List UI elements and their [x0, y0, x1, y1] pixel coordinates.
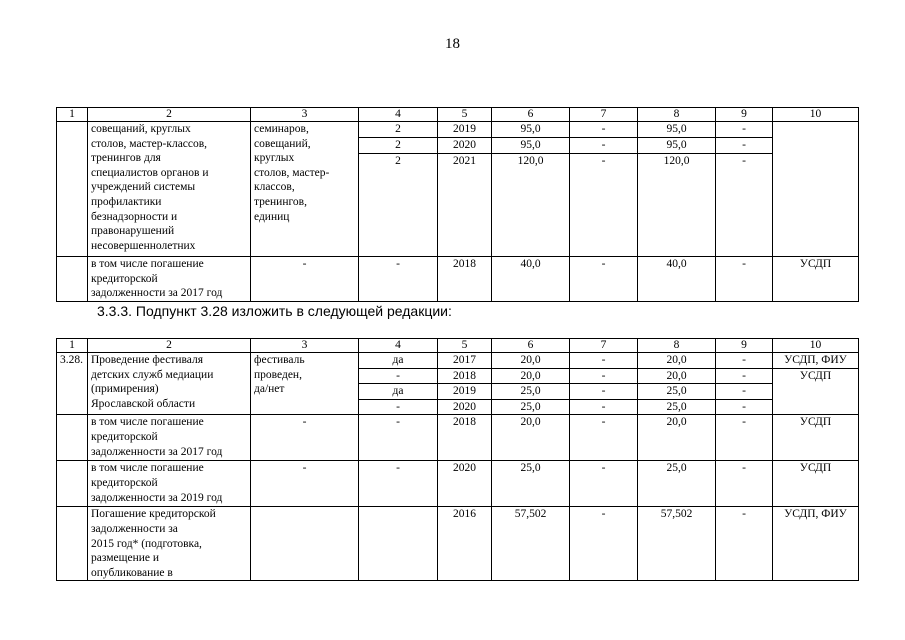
col-header: 6 [492, 339, 570, 353]
cell: 25,0 [638, 399, 716, 415]
cell: 2020 [438, 461, 492, 507]
cell: - [570, 399, 638, 415]
event-description: в том числе погашение кредиторской задолженности за 2017 год [88, 415, 251, 461]
cell: 95,0 [638, 138, 716, 154]
col-header: 5 [438, 108, 492, 122]
cell: - [359, 415, 438, 461]
event-description: Проведение фестиваля детских служб медиации (примирения) Ярославской области [88, 353, 251, 415]
event-description: в том числе погашение кредиторской задолженности за 2019 год [88, 461, 251, 507]
cell: 2018 [438, 257, 492, 302]
cell [359, 507, 438, 581]
responsible-cell: УСДП [773, 368, 859, 415]
event-description: в том числе погашение кредиторской задолженности за 2017 год [88, 257, 251, 302]
column-number-row [57, 339, 859, 353]
col-header: 7 [570, 108, 638, 122]
col-header: 9 [716, 339, 773, 353]
cell: - [251, 415, 359, 461]
cell: - [716, 399, 773, 415]
col-header: 3 [251, 108, 359, 122]
table-subclause-3-28 [56, 338, 859, 581]
cell: - [716, 353, 773, 369]
cell: - [570, 384, 638, 400]
table-continuation [56, 107, 859, 302]
cell: - [716, 138, 773, 154]
cell: 95,0 [492, 138, 570, 154]
column-number-row [57, 108, 859, 122]
cell: 20,0 [638, 368, 716, 384]
col-header: 4 [359, 108, 438, 122]
cell: 2 [359, 138, 438, 154]
cell: 20,0 [638, 415, 716, 461]
col-header: 10 [773, 339, 859, 353]
cell: 120,0 [492, 154, 570, 257]
cell: - [716, 368, 773, 384]
cell: - [570, 138, 638, 154]
cell: - [251, 461, 359, 507]
cell: - [570, 257, 638, 302]
cell: - [359, 368, 438, 384]
cell: 40,0 [492, 257, 570, 302]
table-row [57, 507, 859, 581]
cell: - [359, 461, 438, 507]
cell: - [716, 415, 773, 461]
col-header: 2 [88, 108, 251, 122]
responsible-cell: УСДП [773, 415, 859, 461]
col-header: 9 [716, 108, 773, 122]
cell: 2020 [438, 399, 492, 415]
cell: - [570, 461, 638, 507]
cell: 95,0 [492, 122, 570, 138]
col-header: 10 [773, 108, 859, 122]
cell [57, 461, 88, 507]
col-header: 8 [638, 339, 716, 353]
table-row [57, 461, 859, 507]
cell: 20,0 [492, 353, 570, 369]
cell: - [570, 415, 638, 461]
cell: 25,0 [492, 399, 570, 415]
indicator-description: фестиваль проведен, да/нет [251, 353, 359, 415]
cell: 2 [359, 154, 438, 257]
cell: - [570, 122, 638, 138]
cell: 2018 [438, 368, 492, 384]
cell: 95,0 [638, 122, 716, 138]
item-number: 3.28. [57, 353, 88, 415]
event-description: совещаний, круглых столов, мастер-классов, тренингов для специалистов органов и учреждений системы профилактики безнадзорности и правонарушений несовершеннолетних [88, 122, 251, 257]
page-number: 18 [445, 36, 460, 52]
cell: да [359, 353, 438, 369]
cell: 25,0 [638, 384, 716, 400]
cell: 120,0 [638, 154, 716, 257]
cell: 57,502 [638, 507, 716, 581]
col-header: 7 [570, 339, 638, 353]
table-row [57, 353, 859, 369]
cell: 2016 [438, 507, 492, 581]
col-header: 2 [88, 339, 251, 353]
cell: 57,502 [492, 507, 570, 581]
table-row [57, 415, 859, 461]
responsible-cell: УСДП, ФИУ [773, 507, 859, 581]
cell: - [251, 257, 359, 302]
col-header: 4 [359, 339, 438, 353]
cell: 20,0 [492, 368, 570, 384]
cell: 2018 [438, 415, 492, 461]
cell: 2017 [438, 353, 492, 369]
cell: - [716, 122, 773, 138]
cell: 2021 [438, 154, 492, 257]
cell: да [359, 384, 438, 400]
cell [57, 257, 88, 302]
cell: - [716, 154, 773, 257]
cell [773, 122, 859, 257]
amendment-heading: 3.3.3. Подпункт 3.28 изложить в следующей редакции: [97, 303, 452, 319]
col-header: 1 [57, 108, 88, 122]
cell [57, 122, 88, 257]
cell: 25,0 [638, 461, 716, 507]
cell: 20,0 [638, 353, 716, 369]
cell: - [570, 154, 638, 257]
cell: 20,0 [492, 415, 570, 461]
cell: - [716, 461, 773, 507]
col-header: 8 [638, 108, 716, 122]
indicator-description: семинаров, совещаний, круглых столов, мастер- классов, тренингов, единиц [251, 122, 359, 257]
table-row [57, 257, 859, 302]
cell: 25,0 [492, 384, 570, 400]
cell [57, 415, 88, 461]
cell: 40,0 [638, 257, 716, 302]
col-header: 1 [57, 339, 88, 353]
responsible-cell: УСДП, ФИУ [773, 353, 859, 369]
cell: - [716, 507, 773, 581]
cell: - [359, 399, 438, 415]
responsible-cell: УСДП [773, 257, 859, 302]
cell: - [570, 353, 638, 369]
responsible-cell: УСДП [773, 461, 859, 507]
cell: 2020 [438, 138, 492, 154]
cell [57, 507, 88, 581]
cell: - [570, 368, 638, 384]
event-description: Погашение кредиторской задолженности за 2015 год* (подготовка, размещение и опубликование в [88, 507, 251, 581]
cell: 25,0 [492, 461, 570, 507]
col-header: 3 [251, 339, 359, 353]
cell: 2 [359, 122, 438, 138]
cell [251, 507, 359, 581]
cell: - [570, 507, 638, 581]
col-header: 5 [438, 339, 492, 353]
col-header: 6 [492, 108, 570, 122]
table-row [57, 122, 859, 138]
cell: 2019 [438, 122, 492, 138]
cell: - [359, 257, 438, 302]
cell: 2019 [438, 384, 492, 400]
cell: - [716, 257, 773, 302]
cell: - [716, 384, 773, 400]
